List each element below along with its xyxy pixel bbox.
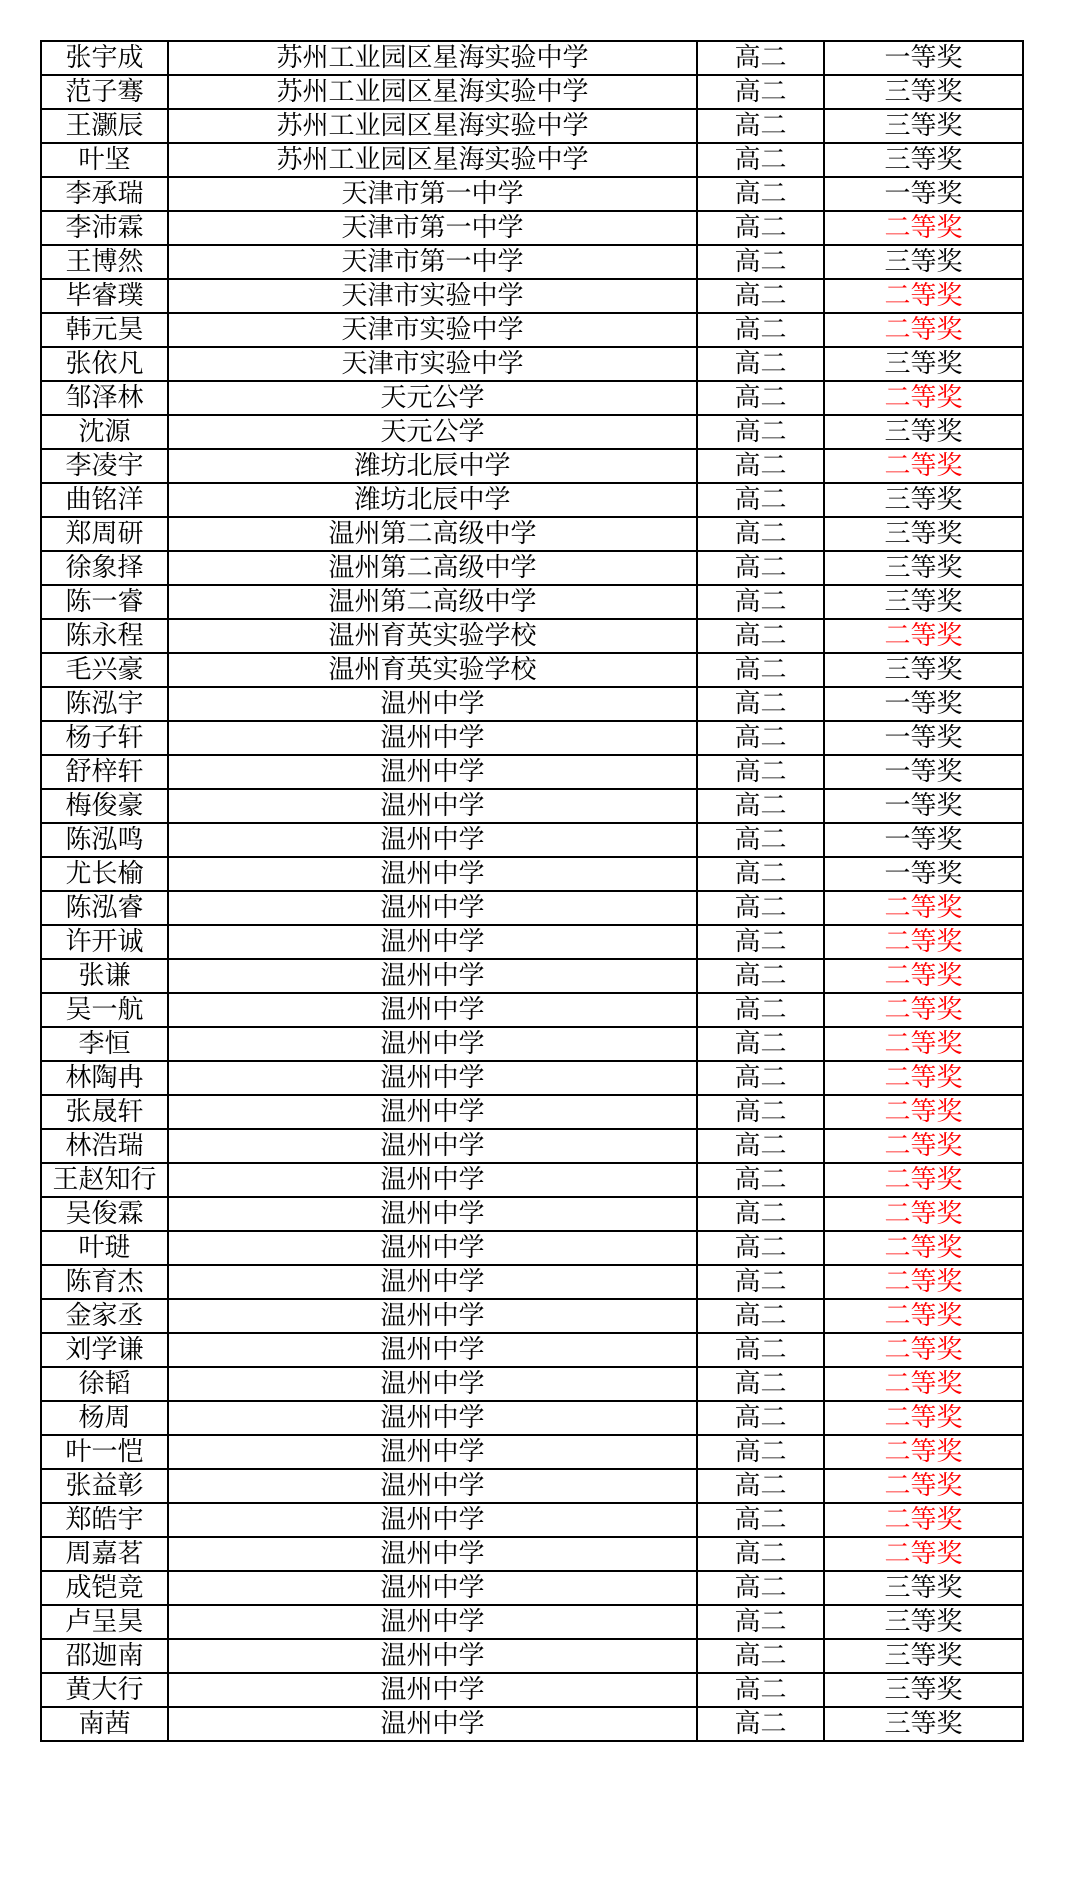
name-cell: 陈一睿 (41, 585, 168, 619)
school-cell: 温州第二高级中学 (168, 551, 697, 585)
school-cell: 天津市实验中学 (168, 313, 697, 347)
award-cell: 一等奖 (824, 177, 1023, 211)
table-row (41, 1435, 1023, 1469)
award-cell: 二等奖 (824, 1503, 1023, 1537)
grade-cell: 高二 (697, 1503, 824, 1537)
grade-cell: 高二 (697, 109, 824, 143)
award-cell: 三等奖 (824, 1707, 1023, 1741)
school-cell: 温州中学 (168, 1129, 697, 1163)
table-row (41, 1265, 1023, 1299)
table-row (41, 279, 1023, 313)
name-cell: 舒梓轩 (41, 755, 168, 789)
school-cell: 温州中学 (168, 1333, 697, 1367)
award-cell: 二等奖 (824, 1129, 1023, 1163)
school-cell: 苏州工业园区星海实验中学 (168, 41, 697, 75)
table-row (41, 347, 1023, 381)
award-cell: 三等奖 (824, 585, 1023, 619)
table-row (41, 1367, 1023, 1401)
name-cell: 林陶冉 (41, 1061, 168, 1095)
grade-cell: 高二 (697, 1605, 824, 1639)
name-cell: 徐象择 (41, 551, 168, 585)
school-cell: 温州第二高级中学 (168, 517, 697, 551)
name-cell: 梅俊豪 (41, 789, 168, 823)
school-cell: 温州中学 (168, 1571, 697, 1605)
grade-cell: 高二 (697, 1027, 824, 1061)
grade-cell: 高二 (697, 687, 824, 721)
table-row (41, 1605, 1023, 1639)
name-cell: 范子骞 (41, 75, 168, 109)
name-cell: 叶坚 (41, 143, 168, 177)
name-cell: 吴俊霖 (41, 1197, 168, 1231)
award-cell: 三等奖 (824, 517, 1023, 551)
table-row (41, 415, 1023, 449)
table-row (41, 857, 1023, 891)
table-row (41, 1095, 1023, 1129)
grade-cell: 高二 (697, 1163, 824, 1197)
school-cell: 温州中学 (168, 1537, 697, 1571)
school-cell: 温州中学 (168, 823, 697, 857)
school-cell: 温州第二高级中学 (168, 585, 697, 619)
name-cell: 陈泓睿 (41, 891, 168, 925)
name-cell: 韩元昊 (41, 313, 168, 347)
award-cell: 二等奖 (824, 1401, 1023, 1435)
award-cell: 二等奖 (824, 891, 1023, 925)
school-cell: 温州中学 (168, 959, 697, 993)
school-cell: 温州中学 (168, 1503, 697, 1537)
name-cell: 徐韬 (41, 1367, 168, 1401)
award-cell: 三等奖 (824, 1605, 1023, 1639)
name-cell: 黄大行 (41, 1673, 168, 1707)
award-cell: 一等奖 (824, 687, 1023, 721)
name-cell: 陈育杰 (41, 1265, 168, 1299)
table-row (41, 687, 1023, 721)
award-cell: 二等奖 (824, 993, 1023, 1027)
award-cell: 三等奖 (824, 143, 1023, 177)
table-row (41, 1163, 1023, 1197)
grade-cell: 高二 (697, 619, 824, 653)
grade-cell: 高二 (697, 823, 824, 857)
award-cell: 二等奖 (824, 1435, 1023, 1469)
grade-cell: 高二 (697, 1673, 824, 1707)
name-cell: 金家丞 (41, 1299, 168, 1333)
table-row (41, 449, 1023, 483)
award-cell: 三等奖 (824, 415, 1023, 449)
award-cell: 二等奖 (824, 619, 1023, 653)
table-row (41, 1537, 1023, 1571)
name-cell: 张益彰 (41, 1469, 168, 1503)
name-cell: 张谦 (41, 959, 168, 993)
name-cell: 吴一航 (41, 993, 168, 1027)
school-cell: 温州中学 (168, 1639, 697, 1673)
grade-cell: 高二 (697, 279, 824, 313)
award-cell: 三等奖 (824, 1571, 1023, 1605)
school-cell: 天津市第一中学 (168, 245, 697, 279)
name-cell: 王灏辰 (41, 109, 168, 143)
name-cell: 林浩瑞 (41, 1129, 168, 1163)
grade-cell: 高二 (697, 211, 824, 245)
award-cell: 一等奖 (824, 789, 1023, 823)
award-cell: 三等奖 (824, 1673, 1023, 1707)
name-cell: 陈泓鸣 (41, 823, 168, 857)
award-cell: 二等奖 (824, 1027, 1023, 1061)
grade-cell: 高二 (697, 551, 824, 585)
name-cell: 成铠竞 (41, 1571, 168, 1605)
award-table-body (41, 41, 1023, 1741)
school-cell: 天津市实验中学 (168, 279, 697, 313)
school-cell: 温州中学 (168, 755, 697, 789)
name-cell: 刘学谦 (41, 1333, 168, 1367)
table-row (41, 143, 1023, 177)
grade-cell: 高二 (697, 1537, 824, 1571)
school-cell: 温州中学 (168, 1197, 697, 1231)
school-cell: 温州中学 (168, 1299, 697, 1333)
grade-cell: 高二 (697, 41, 824, 75)
table-row (41, 245, 1023, 279)
award-cell: 二等奖 (824, 1231, 1023, 1265)
grade-cell: 高二 (697, 925, 824, 959)
grade-cell: 高二 (697, 381, 824, 415)
grade-cell: 高二 (697, 143, 824, 177)
award-cell: 二等奖 (824, 925, 1023, 959)
school-cell: 温州中学 (168, 1401, 697, 1435)
table-row (41, 211, 1023, 245)
table-row (41, 1571, 1023, 1605)
award-cell: 二等奖 (824, 1299, 1023, 1333)
school-cell: 温州中学 (168, 1061, 697, 1095)
table-row (41, 925, 1023, 959)
award-cell: 三等奖 (824, 1639, 1023, 1673)
name-cell: 张宇成 (41, 41, 168, 75)
table-row (41, 313, 1023, 347)
table-row (41, 1673, 1023, 1707)
school-cell: 温州中学 (168, 687, 697, 721)
table-row (41, 1027, 1023, 1061)
grade-cell: 高二 (697, 993, 824, 1027)
school-cell: 温州中学 (168, 1707, 697, 1741)
grade-cell: 高二 (697, 347, 824, 381)
grade-cell: 高二 (697, 483, 824, 517)
grade-cell: 高二 (697, 653, 824, 687)
award-cell: 一等奖 (824, 823, 1023, 857)
table-row (41, 381, 1023, 415)
grade-cell: 高二 (697, 1639, 824, 1673)
school-cell: 温州中学 (168, 721, 697, 755)
grade-cell: 高二 (697, 1197, 824, 1231)
school-cell: 温州中学 (168, 1367, 697, 1401)
award-cell: 三等奖 (824, 75, 1023, 109)
table-row (41, 109, 1023, 143)
award-cell: 二等奖 (824, 1367, 1023, 1401)
school-cell: 温州中学 (168, 857, 697, 891)
grade-cell: 高二 (697, 449, 824, 483)
name-cell: 沈源 (41, 415, 168, 449)
award-cell: 二等奖 (824, 959, 1023, 993)
award-cell: 二等奖 (824, 1197, 1023, 1231)
name-cell: 李承瑞 (41, 177, 168, 211)
table-row (41, 551, 1023, 585)
grade-cell: 高二 (697, 517, 824, 551)
school-cell: 温州中学 (168, 891, 697, 925)
table-row (41, 177, 1023, 211)
name-cell: 叶琎 (41, 1231, 168, 1265)
award-cell: 二等奖 (824, 1333, 1023, 1367)
grade-cell: 高二 (697, 891, 824, 925)
school-cell: 苏州工业园区星海实验中学 (168, 109, 697, 143)
school-cell: 温州中学 (168, 1095, 697, 1129)
table-row (41, 1231, 1023, 1265)
grade-cell: 高二 (697, 1129, 824, 1163)
school-cell: 温州中学 (168, 1027, 697, 1061)
name-cell: 叶一恺 (41, 1435, 168, 1469)
name-cell: 陈泓宇 (41, 687, 168, 721)
table-row (41, 483, 1023, 517)
table-row (41, 823, 1023, 857)
table-row (41, 1197, 1023, 1231)
school-cell: 温州中学 (168, 993, 697, 1027)
grade-cell: 高二 (697, 415, 824, 449)
name-cell: 许开诚 (41, 925, 168, 959)
grade-cell: 高二 (697, 75, 824, 109)
school-cell: 天津市第一中学 (168, 177, 697, 211)
award-cell: 二等奖 (824, 1061, 1023, 1095)
award-cell: 二等奖 (824, 211, 1023, 245)
school-cell: 温州中学 (168, 1469, 697, 1503)
school-cell: 天津市第一中学 (168, 211, 697, 245)
school-cell: 苏州工业园区星海实验中学 (168, 75, 697, 109)
name-cell: 杨子轩 (41, 721, 168, 755)
grade-cell: 高二 (697, 1265, 824, 1299)
school-cell: 温州育英实验学校 (168, 653, 697, 687)
school-cell: 潍坊北辰中学 (168, 483, 697, 517)
table-row (41, 1707, 1023, 1741)
table-row (41, 619, 1023, 653)
school-cell: 温州中学 (168, 1673, 697, 1707)
award-cell: 二等奖 (824, 1469, 1023, 1503)
school-cell: 温州中学 (168, 789, 697, 823)
award-cell: 二等奖 (824, 1265, 1023, 1299)
school-cell: 温州中学 (168, 1605, 697, 1639)
table-row (41, 1469, 1023, 1503)
grade-cell: 高二 (697, 721, 824, 755)
name-cell: 毛兴豪 (41, 653, 168, 687)
table-row (41, 517, 1023, 551)
name-cell: 曲铭洋 (41, 483, 168, 517)
table-row (41, 1503, 1023, 1537)
name-cell: 李沛霖 (41, 211, 168, 245)
grade-cell: 高二 (697, 1095, 824, 1129)
name-cell: 邵迦南 (41, 1639, 168, 1673)
award-cell: 三等奖 (824, 483, 1023, 517)
grade-cell: 高二 (697, 245, 824, 279)
grade-cell: 高二 (697, 1231, 824, 1265)
school-cell: 天元公学 (168, 415, 697, 449)
table-row (41, 1299, 1023, 1333)
award-cell: 三等奖 (824, 245, 1023, 279)
table-row (41, 721, 1023, 755)
grade-cell: 高二 (697, 1571, 824, 1605)
award-cell: 三等奖 (824, 347, 1023, 381)
grade-cell: 高二 (697, 789, 824, 823)
award-table (40, 40, 1024, 1742)
school-cell: 温州中学 (168, 1163, 697, 1197)
table-row (41, 1401, 1023, 1435)
school-cell: 苏州工业园区星海实验中学 (168, 143, 697, 177)
award-cell: 二等奖 (824, 381, 1023, 415)
table-row (41, 1639, 1023, 1673)
school-cell: 天元公学 (168, 381, 697, 415)
name-cell: 卢呈昊 (41, 1605, 168, 1639)
school-cell: 温州中学 (168, 1265, 697, 1299)
name-cell: 尤长榆 (41, 857, 168, 891)
name-cell: 毕睿璞 (41, 279, 168, 313)
grade-cell: 高二 (697, 1299, 824, 1333)
school-cell: 温州中学 (168, 1231, 697, 1265)
name-cell: 郑周研 (41, 517, 168, 551)
name-cell: 南茜 (41, 1707, 168, 1741)
award-cell: 一等奖 (824, 41, 1023, 75)
award-cell: 一等奖 (824, 721, 1023, 755)
grade-cell: 高二 (697, 755, 824, 789)
name-cell: 陈永程 (41, 619, 168, 653)
school-cell: 潍坊北辰中学 (168, 449, 697, 483)
award-cell: 二等奖 (824, 1163, 1023, 1197)
name-cell: 邹泽林 (41, 381, 168, 415)
name-cell: 郑皓宇 (41, 1503, 168, 1537)
award-cell: 一等奖 (824, 755, 1023, 789)
school-cell: 温州中学 (168, 1435, 697, 1469)
grade-cell: 高二 (697, 1435, 824, 1469)
grade-cell: 高二 (697, 857, 824, 891)
award-cell: 二等奖 (824, 279, 1023, 313)
grade-cell: 高二 (697, 1401, 824, 1435)
name-cell: 李凌宇 (41, 449, 168, 483)
school-cell: 温州中学 (168, 925, 697, 959)
award-cell: 一等奖 (824, 857, 1023, 891)
grade-cell: 高二 (697, 1333, 824, 1367)
table-row (41, 1129, 1023, 1163)
grade-cell: 高二 (697, 313, 824, 347)
school-cell: 温州育英实验学校 (168, 619, 697, 653)
grade-cell: 高二 (697, 1367, 824, 1401)
table-row (41, 993, 1023, 1027)
name-cell: 周嘉茗 (41, 1537, 168, 1571)
grade-cell: 高二 (697, 1707, 824, 1741)
award-cell: 二等奖 (824, 1095, 1023, 1129)
award-cell: 二等奖 (824, 449, 1023, 483)
award-cell: 二等奖 (824, 1537, 1023, 1571)
table-row (41, 585, 1023, 619)
table-row (41, 959, 1023, 993)
name-cell: 王赵知行 (41, 1163, 168, 1197)
table-row (41, 789, 1023, 823)
name-cell: 王博然 (41, 245, 168, 279)
name-cell: 张晟轩 (41, 1095, 168, 1129)
table-row (41, 891, 1023, 925)
table-row (41, 755, 1023, 789)
table-row (41, 1061, 1023, 1095)
grade-cell: 高二 (697, 1061, 824, 1095)
name-cell: 杨周 (41, 1401, 168, 1435)
table-row (41, 1333, 1023, 1367)
award-cell: 三等奖 (824, 109, 1023, 143)
award-cell: 三等奖 (824, 653, 1023, 687)
grade-cell: 高二 (697, 959, 824, 993)
grade-cell: 高二 (697, 1469, 824, 1503)
school-cell: 天津市实验中学 (168, 347, 697, 381)
name-cell: 张依凡 (41, 347, 168, 381)
table-row (41, 75, 1023, 109)
grade-cell: 高二 (697, 585, 824, 619)
award-cell: 三等奖 (824, 551, 1023, 585)
table-row (41, 653, 1023, 687)
table-row (41, 41, 1023, 75)
grade-cell: 高二 (697, 177, 824, 211)
name-cell: 李恒 (41, 1027, 168, 1061)
award-cell: 二等奖 (824, 313, 1023, 347)
